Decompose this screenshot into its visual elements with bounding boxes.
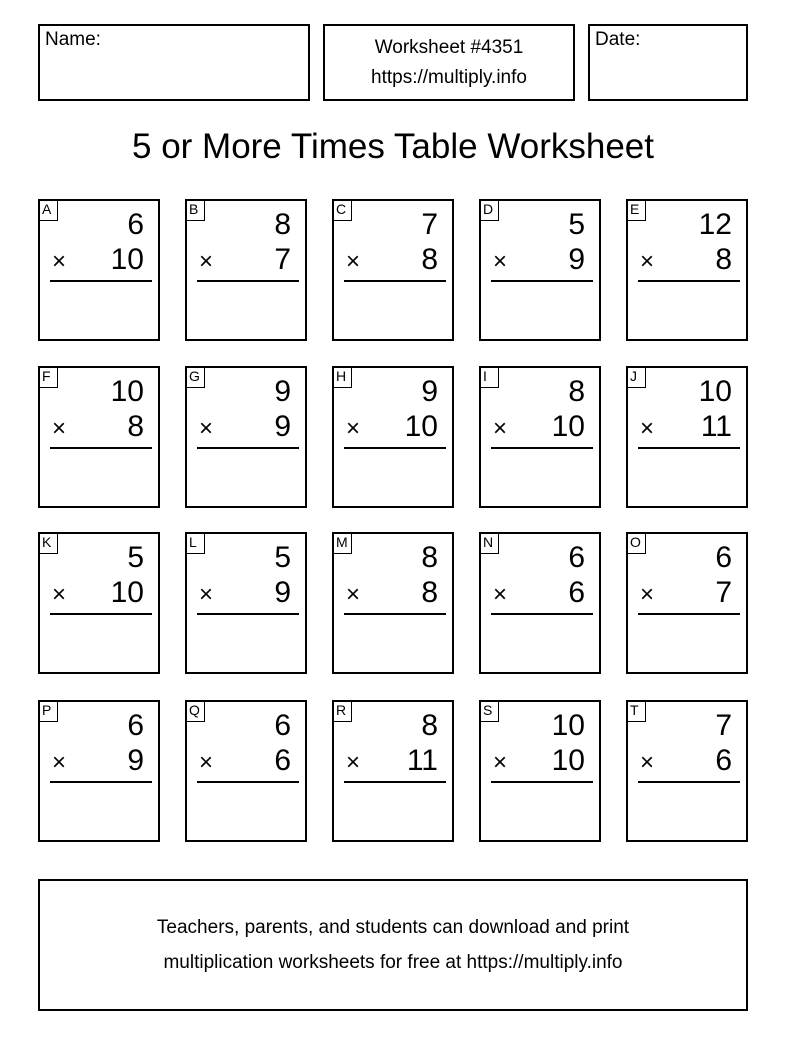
answer-line — [197, 447, 299, 449]
problem-multiplicand: 8 — [421, 541, 438, 574]
problem-cell — [38, 199, 160, 341]
problem-cell — [332, 532, 454, 674]
problem-cell — [332, 700, 454, 842]
answer-line — [344, 447, 446, 449]
problem-letter: N — [479, 532, 499, 554]
answer-line — [638, 280, 740, 282]
problem-cell — [185, 366, 307, 508]
problem-multiplicand: 6 — [127, 208, 144, 241]
answer-line — [50, 280, 152, 282]
problem-letter: T — [626, 700, 646, 722]
problem-letter: L — [185, 532, 205, 554]
problem-multiplicand: 7 — [715, 709, 732, 742]
problem-cell — [479, 366, 601, 508]
problem-cell — [626, 700, 748, 842]
problem-letter: M — [332, 532, 352, 554]
answer-line — [50, 447, 152, 449]
multiply-symbol-icon: × — [199, 749, 214, 776]
footer-box — [38, 879, 748, 1011]
problem-multiplicand: 9 — [421, 375, 438, 408]
problem-letter: K — [38, 532, 58, 554]
problem-multiplier: 11 — [406, 744, 438, 777]
problem-multiplier: 10 — [551, 410, 585, 443]
answer-line — [197, 781, 299, 783]
multiply-symbol-icon: × — [640, 415, 655, 442]
answer-line — [491, 613, 593, 615]
problem-letter: E — [626, 199, 646, 221]
answer-line — [197, 280, 299, 282]
problem-multiplier: 9 — [274, 410, 291, 443]
problem-multiplicand: 6 — [568, 541, 585, 574]
problem-multiplier: 7 — [274, 243, 291, 276]
problem-multiplier: 9 — [127, 744, 144, 777]
answer-line — [638, 447, 740, 449]
multiply-symbol-icon: × — [199, 248, 214, 275]
worksheet-id: Worksheet #4351 — [374, 36, 524, 58]
answer-line — [50, 613, 152, 615]
problem-letter: H — [332, 366, 352, 388]
problem-multiplier: 10 — [110, 576, 144, 609]
problem-multiplier: 8 — [715, 243, 732, 276]
answer-line — [491, 781, 593, 783]
problem-multiplier: 10 — [110, 243, 144, 276]
problem-multiplicand: 6 — [715, 541, 732, 574]
answer-line — [491, 447, 593, 449]
footer-line-2: multiplication worksheets for free at https://multiply.info — [163, 952, 623, 973]
problem-cell — [626, 532, 748, 674]
problem-cell — [332, 199, 454, 341]
answer-line — [197, 613, 299, 615]
multiply-symbol-icon: × — [346, 581, 361, 608]
problem-letter: S — [479, 700, 499, 722]
problem-letter: P — [38, 700, 58, 722]
problem-letter: F — [38, 366, 58, 388]
worksheet-url: https://multiply.info — [371, 66, 527, 88]
problem-multiplier: 11 — [700, 410, 732, 443]
problem-multiplicand: 12 — [698, 208, 732, 241]
problem-letter: D — [479, 199, 499, 221]
problem-cell — [38, 366, 160, 508]
problem-multiplicand: 8 — [568, 375, 585, 408]
problem-cell — [38, 700, 160, 842]
problem-letter: C — [332, 199, 352, 221]
multiply-symbol-icon: × — [346, 248, 361, 275]
problem-multiplier: 10 — [404, 410, 438, 443]
multiply-symbol-icon: × — [199, 581, 214, 608]
problem-cell — [332, 366, 454, 508]
multiply-symbol-icon: × — [493, 581, 508, 608]
answer-line — [344, 613, 446, 615]
answer-line — [344, 781, 446, 783]
problem-multiplicand: 6 — [127, 709, 144, 742]
multiply-symbol-icon: × — [346, 749, 361, 776]
multiply-symbol-icon: × — [640, 749, 655, 776]
problem-multiplicand: 8 — [274, 208, 291, 241]
name-label: Name: — [45, 29, 101, 50]
problem-multiplicand: 9 — [274, 375, 291, 408]
answer-line — [638, 781, 740, 783]
name-field-box — [38, 24, 310, 101]
multiply-symbol-icon: × — [640, 248, 655, 275]
answer-line — [638, 613, 740, 615]
problem-cell — [185, 700, 307, 842]
problem-letter: O — [626, 532, 646, 554]
answer-line — [344, 280, 446, 282]
problem-multiplicand: 10 — [551, 709, 585, 742]
multiply-symbol-icon: × — [52, 749, 67, 776]
problem-cell — [626, 199, 748, 341]
multiply-symbol-icon: × — [199, 415, 214, 442]
problem-cell — [185, 199, 307, 341]
problem-letter: R — [332, 700, 352, 722]
problem-multiplier: 8 — [421, 576, 438, 609]
problem-letter: I — [479, 366, 499, 388]
problem-multiplier: 8 — [127, 410, 144, 443]
multiply-symbol-icon: × — [52, 581, 67, 608]
answer-line — [491, 280, 593, 282]
footer-line-1: Teachers, parents, and students can download and print — [156, 917, 630, 938]
problem-multiplicand: 10 — [698, 375, 732, 408]
problem-multiplier: 6 — [715, 744, 732, 777]
problem-multiplicand: 5 — [568, 208, 585, 241]
date-label: Date: — [595, 29, 641, 50]
problem-letter: A — [38, 199, 58, 221]
problem-cell — [479, 199, 601, 341]
problem-multiplicand: 7 — [421, 208, 438, 241]
problem-multiplier: 6 — [274, 744, 291, 777]
multiply-symbol-icon: × — [493, 415, 508, 442]
problem-multiplier: 9 — [568, 243, 585, 276]
multiply-symbol-icon: × — [346, 415, 361, 442]
problem-multiplier: 8 — [421, 243, 438, 276]
problem-multiplier: 7 — [715, 576, 732, 609]
problem-multiplicand: 8 — [421, 709, 438, 742]
multiply-symbol-icon: × — [493, 749, 508, 776]
multiply-symbol-icon: × — [52, 415, 67, 442]
multiply-symbol-icon: × — [640, 581, 655, 608]
problem-cell — [479, 532, 601, 674]
problem-multiplicand: 5 — [274, 541, 291, 574]
problem-multiplicand: 10 — [110, 375, 144, 408]
problem-letter: Q — [185, 700, 205, 722]
date-field-box — [588, 24, 748, 101]
multiply-symbol-icon: × — [52, 248, 67, 275]
problem-cell — [38, 532, 160, 674]
problem-multiplicand: 5 — [127, 541, 144, 574]
answer-line — [50, 781, 152, 783]
multiply-symbol-icon: × — [493, 248, 508, 275]
problem-cell — [185, 532, 307, 674]
problem-letter: B — [185, 199, 205, 221]
problem-letter: G — [185, 366, 205, 388]
problem-multiplier: 9 — [274, 576, 291, 609]
problem-cell — [479, 700, 601, 842]
problem-multiplier: 10 — [551, 744, 585, 777]
page-title: 5 or More Times Table Worksheet — [132, 127, 654, 166]
problem-multiplicand: 6 — [274, 709, 291, 742]
worksheet-info-box — [323, 24, 575, 101]
problem-cell — [626, 366, 748, 508]
problem-multiplier: 6 — [568, 576, 585, 609]
problem-letter: J — [626, 366, 646, 388]
